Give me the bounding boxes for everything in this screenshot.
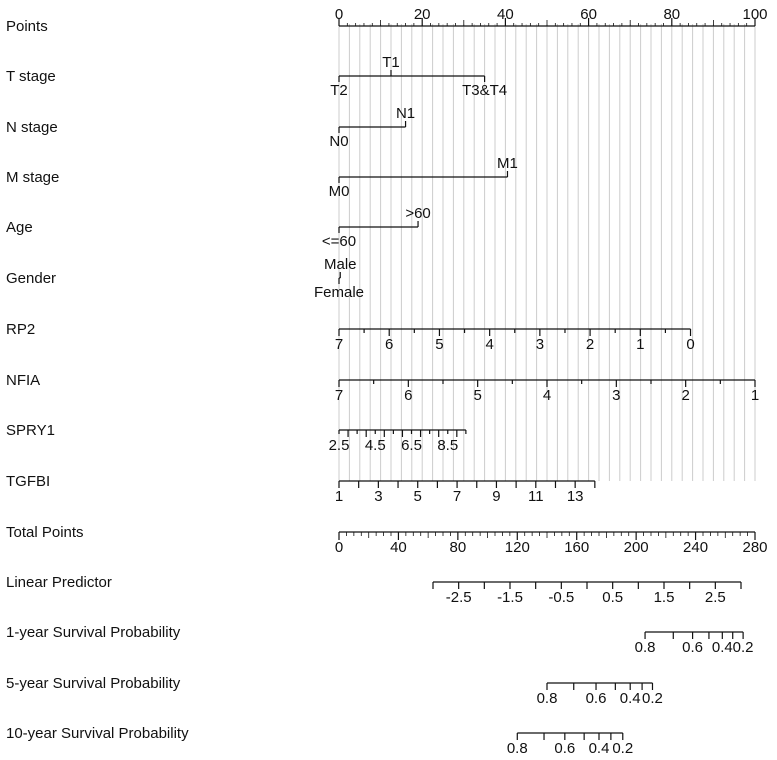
5-year-survival-probability-tick-label: 0.8: [536, 690, 558, 707]
total-points-tick-label: 120: [504, 539, 530, 556]
tgfbi-tick-label: 5: [413, 488, 422, 505]
linear-predictor-tick-label: 1.5: [653, 589, 675, 606]
5-year-survival-probability-tick-label: 0.2: [642, 690, 663, 707]
points-tick-label: 60: [580, 6, 597, 23]
nfia-tick-label: 6: [404, 387, 413, 404]
total-points-tick-label: 240: [683, 539, 709, 556]
rp2-tick-label: 5: [435, 336, 444, 353]
row-label-1-year-survival-probability: 1-year Survival Probability: [6, 624, 181, 641]
row-label-age: Age: [6, 219, 33, 236]
1-year-survival-probability-tick-label: 0.8: [634, 639, 656, 656]
rp2-tick-label: 4: [485, 336, 494, 353]
total-points-tick-label: 200: [623, 539, 649, 556]
rp2-tick-label: 0: [686, 336, 695, 353]
row-label-t-stage: T stage: [6, 68, 56, 85]
points-tick-label: 100: [742, 6, 768, 23]
tgfbi-tick-label: 3: [374, 488, 383, 505]
row-label-n-stage: N stage: [6, 119, 58, 136]
nfia-tick-label: 4: [542, 387, 552, 404]
spry1-tick-label: 8.5: [437, 437, 459, 454]
t-stage-level-t1: T1: [382, 54, 400, 71]
m-stage-level-m1: M1: [497, 155, 518, 172]
10-year-survival-probability-tick-label: 0.4: [588, 740, 610, 757]
5-year-survival-probability-tick-label: 0.4: [619, 690, 641, 707]
rp2-tick-label: 1: [636, 336, 645, 353]
10-year-survival-probability-tick-label: 0.6: [554, 740, 576, 757]
row-label-total-points: Total Points: [6, 524, 84, 541]
rp2-tick-label: 6: [385, 336, 394, 353]
linear-predictor-tick-label: 0.5: [602, 589, 624, 606]
grid-layer: [339, 24, 755, 481]
rp2-tick-label: 2: [585, 336, 595, 353]
axes-layer: [314, 6, 768, 757]
n-stage-level-n0: N0: [329, 133, 349, 150]
row-label-tgfbi: TGFBI: [6, 473, 51, 490]
nfia-tick-label: 7: [334, 387, 344, 404]
total-points-tick-label: 40: [390, 539, 407, 556]
t-stage-level-t3andt4: T3&T4: [462, 82, 508, 99]
n-stage-level-n1: N1: [395, 105, 416, 122]
row-label-5-year-survival-probability: 5-year Survival Probability: [6, 675, 181, 692]
points-tick-label: 0: [334, 6, 344, 23]
total-points-tick-label: 0: [334, 539, 344, 556]
10-year-survival-probability-tick-label: 0.8: [506, 740, 528, 757]
5-year-survival-probability-tick-label: 0.6: [585, 690, 607, 707]
row-label-linear-predictor: Linear Predictor: [6, 574, 112, 591]
tgfbi-tick-label: 7: [452, 488, 462, 505]
points-tick-label: 80: [663, 6, 681, 23]
spry1-tick-label: 4.5: [364, 437, 386, 454]
row-label-spry1: SPRY1: [6, 422, 55, 439]
total-points-tick-label: 80: [449, 539, 467, 556]
row-label-rp2: RP2: [6, 321, 36, 338]
1-year-survival-probability-tick-label: 0.6: [682, 639, 704, 656]
points-tick-label: 20: [413, 6, 431, 23]
10-year-survival-probability-tick-label: 0.2: [612, 740, 634, 757]
nfia-tick-label: 3: [612, 387, 621, 404]
nfia-tick-label: 2: [681, 387, 690, 404]
rp2-tick-label: 7: [334, 336, 344, 353]
age-level-le60: <=60: [321, 233, 357, 250]
total-points-tick-label: 280: [742, 539, 768, 556]
t-stage-level-t2: T2: [330, 82, 348, 99]
1-year-survival-probability-tick-label: 0.2: [732, 639, 754, 656]
m-stage-level-m0: M0: [328, 183, 350, 200]
gender-level-female: Female: [313, 284, 365, 301]
linear-predictor-tick-label: -1.5: [497, 589, 523, 606]
tgfbi-tick-label: 13: [566, 488, 584, 505]
nfia-tick-label: 5: [473, 387, 482, 404]
row-label-gender: Gender: [6, 270, 57, 287]
tgfbi-tick-label: 1: [334, 488, 344, 505]
points-tick-label: 40: [497, 6, 514, 23]
row-label-10-year-survival-probability: 10-year Survival Probability: [6, 725, 189, 742]
linear-predictor-tick-label: 2.5: [704, 589, 726, 606]
gender-level-male: Male: [323, 256, 357, 273]
total-points-tick-label: 160: [564, 539, 590, 556]
linear-predictor-tick-label: -2.5: [445, 589, 472, 606]
row-label-nfia: NFIA: [6, 372, 41, 389]
row-label-points: Points: [6, 18, 48, 35]
spry1-tick-label: 2.5: [328, 437, 350, 454]
row-labels: [6, 18, 189, 742]
1-year-survival-probability-tick-label: 0.4: [711, 639, 733, 656]
spry1-tick-label: 6.5: [401, 437, 422, 454]
rp2-tick-label: 3: [535, 336, 545, 353]
age-level-gt60: >60: [405, 205, 431, 222]
nfia-tick-label: 1: [750, 387, 760, 404]
row-label-m-stage: M stage: [6, 169, 60, 186]
linear-predictor-tick-label: -0.5: [548, 589, 575, 606]
tgfbi-tick-label: 9: [492, 488, 501, 505]
tgfbi-tick-label: 11: [528, 488, 544, 505]
